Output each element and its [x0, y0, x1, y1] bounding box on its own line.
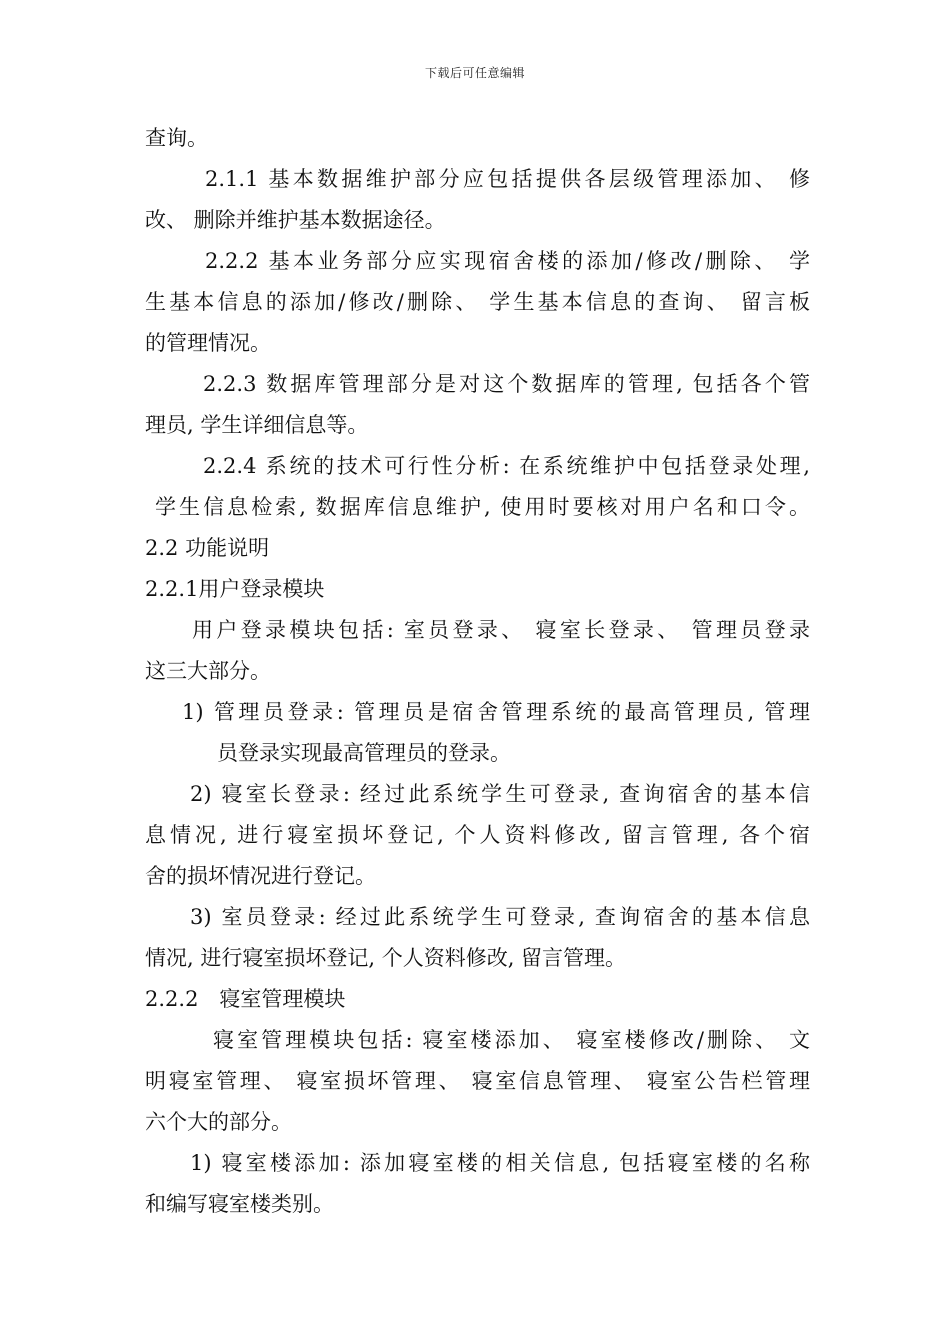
- text-line: 改、 删除并维护基本数据途径。: [145, 208, 446, 232]
- text-line: 2) 寝室长登录: 经过此系统学生可登录, 查询宿舍的基本信: [190, 782, 810, 806]
- text-line: 2.2.2 基本业务部分应实现宿舍楼的添加/修改/删除、 学: [205, 249, 810, 273]
- text-line: 学生信息检索, 数据库信息维护, 使用时要核对用户名和口令。: [155, 495, 810, 519]
- text-line: 的管理情况。: [145, 331, 271, 355]
- text-line: 2.2.1用户登录模块: [145, 577, 325, 601]
- text-line: 舍的损坏情况进行登记。: [145, 864, 376, 888]
- text-line: 和编写寝室楼类别。: [145, 1192, 334, 1216]
- text-line: 理员, 学生详细信息等。: [145, 413, 369, 437]
- text-line: 寝室管理模块包括: 寝室楼添加、 寝室楼修改/删除、 文: [213, 1028, 810, 1052]
- text-line: 2.2.4 系统的技术可行性分析: 在系统维护中包括登录处理,: [203, 454, 810, 478]
- text-line: 息情况, 进行寝室损坏登记, 个人资料修改, 留言管理, 各个宿: [145, 823, 810, 847]
- text-line: 六个大的部分。: [145, 1110, 292, 1134]
- text-line: 3) 室员登录: 经过此系统学生可登录, 查询宿舍的基本信息: [190, 905, 810, 929]
- text-line: 明寝室管理、 寝室损坏管理、 寝室信息管理、 寝室公告栏管理: [145, 1069, 810, 1093]
- text-line: 2.1.1 基本数据维护部分应包括提供各层级管理添加、 修: [205, 167, 810, 191]
- text-line: 2.2.2 寝室管理模块: [145, 987, 346, 1011]
- text-line: 1) 寝室楼添加: 添加寝室楼的相关信息, 包括寝室楼的名称: [190, 1151, 810, 1175]
- header-note: 下载后可任意编辑: [424, 66, 525, 80]
- text-line: 生基本信息的添加/修改/删除、 学生基本信息的查询、 留言板: [145, 290, 810, 314]
- text-line: 这三大部分。: [145, 659, 271, 683]
- text-line: 查询。: [145, 126, 208, 150]
- text-line: 员登录实现最高管理员的登录。: [217, 741, 511, 765]
- text-line: 2.2 功能说明: [145, 536, 270, 560]
- text-line: 用户登录模块包括: 室员登录、 寝室长登录、 管理员登录: [192, 618, 810, 642]
- text-line: 1) 管理员登录: 管理员是宿舍管理系统的最高管理员, 管理: [182, 700, 810, 724]
- text-line: 2.2.3 数据库管理部分是对这个数据库的管理, 包括各个管: [203, 372, 810, 396]
- document-body: [145, 118, 810, 1225]
- text-line: 情况, 进行寝室损坏登记, 个人资料修改, 留言管理。: [145, 946, 627, 970]
